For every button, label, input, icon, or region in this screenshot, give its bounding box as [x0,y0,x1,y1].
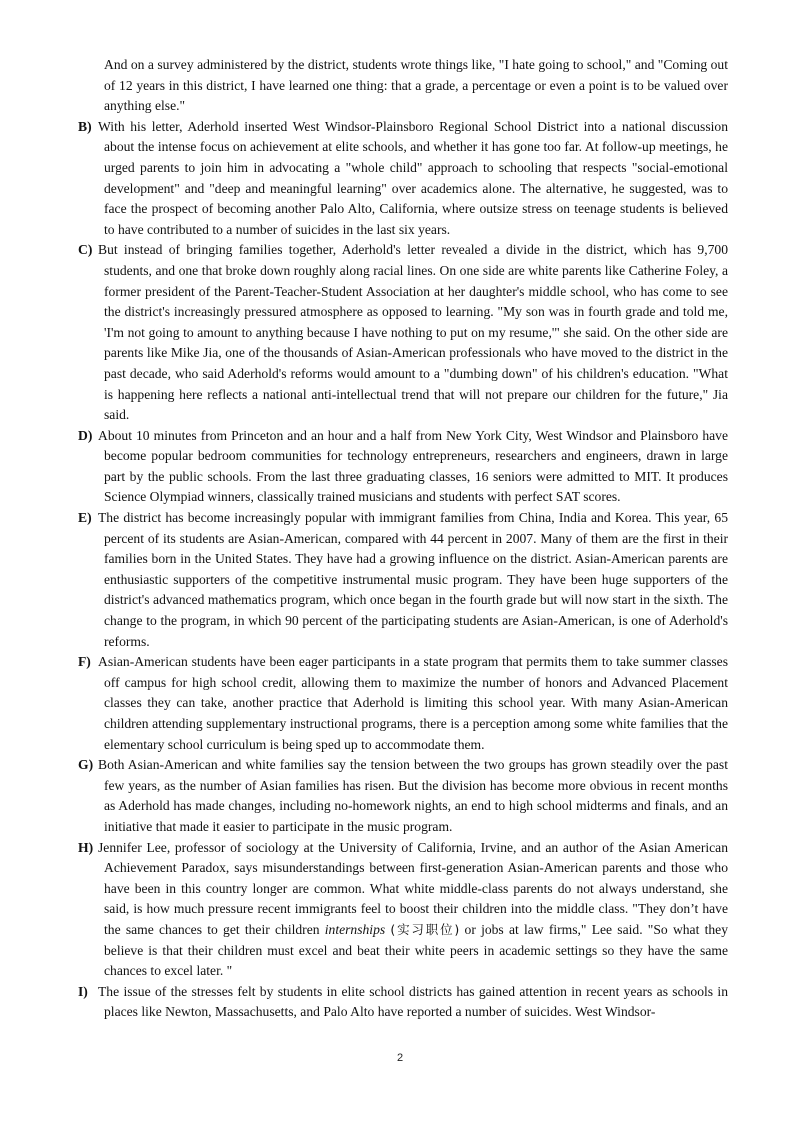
paragraph-text: Jennifer Lee, professor of sociology at the University of California, Irvine, and an author of the Asian American Achievement Paradox, says misunderstandings between first-generation Asian-American parents and those who have been in this country longer are common. What white middle-class parents do not always understand, she said, is how much pressure recent immigrants feel to boost their children into the middle class. "They don’t have the same chances to get their children [98,839,728,937]
paragraph-c [78,240,728,425]
paragraph-b [78,117,728,241]
paragraph-text-continued: or jobs at law firms," Lee said. "So what they believe is that their children must excel and beat their white peers in academic settings so they have the same chances to excel later. " [104,921,728,979]
paragraph-letter: H) [78,839,94,855]
paragraph-h [78,838,728,982]
paragraph-text: The district has become increasingly popular with immigrant families from China, India and Korea. This year, 65 percent of its students are Asian-American, compared with 44 percent in 2007. Many of them are the first in their families born in the United States. They have had a growing influence on the district. Asian-American parents are enthusiastic supporters of the competitive instrumental music program. They have been huge supporters of the district's advanced mathematics program, which once began in the fourth grade but will now start in the sixth. The change to the program, in which 90 percent of the participating students are Asian-American, is one of Aderhold's reforms. [98,510,728,649]
page-number: 2 [396,1052,404,1064]
paragraph-text: About 10 minutes from Princeton and an hour and a half from New York City, West Windsor and Plainsboro have become popular bedroom communities for technology entrepreneurs, researchers and engineers, drawn in large part by the public schools. From the last three graduating classes, 16 seniors were admitted to MIT. It produces Science Olympiad winners, classically trained musicians and students with perfect SAT scores. [98,427,728,505]
italic-vocabulary-word: internships [324,921,386,937]
paragraph-a-continued: And on a survey administered by the district, students wrote things like, "I hate going to school," and "Coming out of 12 years in this district, I have learned one thing: that a grade, a percentage or even a point is to be valued over anything else." [104,57,728,114]
paragraph-letter: I) [78,983,88,999]
paragraph-letter: D) [78,427,93,443]
paragraph-i [78,982,728,1023]
paragraph-text: Both Asian-American and white families say the tension between the two groups has grown steadily over the past few years, as the number of Asian families has risen. But the division has become more obvious in recent months as Aderhold has made changes, including no-homework nights, an end to high school midterms and finals, and an initiative that made it easier to participate in the music program. [98,757,728,834]
paragraph-text: Asian-American students have been eager participants in a state program that permits them to take summer classes off campus for high school credit, allowing them to maximize the number of honors and Advanced Placement classes they can take, another practice that Aderhold is limiting this school year. With many Asian-American children attending supplementary instructional programs, there is a perception among some white families that the elementary school curriculum is being sped up to accommodate them. [98,654,728,752]
paragraph-letter: F) [78,654,91,670]
chinese-gloss: (实习职位) [390,921,460,937]
article-body [78,55,728,1023]
paragraph-g [78,755,728,837]
paragraph-text: The issue of the stresses felt by students in elite school districts has gained attention in recent years as schools in places like Newton, Massachusetts, and Palo Alto have reported a number of suicides. West Windsor- [98,983,728,1020]
paragraph-letter: C) [78,242,93,258]
paragraph-text: But instead of bringing families together, Aderhold's letter revealed a divide in the district, which has 9,700 students, and one that broke down roughly along racial lines. On one side are white parents like Catherine Foley, a former president of the Parent-Teacher-Student Association at her daughter's middle school, who has come to see the district's increasingly pressured atmosphere as opposed to learning. "My son was in fourth grade and told me, 'I'm not going to amount to anything because I have nothing to put on my resume,'" she said. On the other side are parents like Mike Jia, one of the thousands of Asian-American professionals who have moved to the district in the past decade, who said Aderhold's reforms would amount to a "dumbing down" of his children's education. "What is happening here reflects a national anti-intellectual trend that will not prepare our children for the future," Jia said. [98,242,728,423]
paragraph-letter: G) [78,757,94,773]
paragraph-e [78,508,728,652]
paragraph-text: With his letter, Aderhold inserted West Windsor-Plainsboro Regional School District into a national discussion about the intense focus on achievement at elite schools, and whether it has gone too far. At follow-up meetings, he urged parents to join him in advocating a "whole child" approach to schooling that respects "social-emotional development" and "deep and meaningful learning" over academics alone. The alternative, he suggested, was to face the prospect of becoming another Palo Alto, California, where outsize stress on teenage students is believed to have contributed to a number of suicides in the last six years. [98,118,728,237]
paragraph-d [78,426,728,508]
paragraph-f [78,652,728,755]
paragraph-letter: E) [78,510,92,526]
paragraph-letter: B) [78,118,92,134]
